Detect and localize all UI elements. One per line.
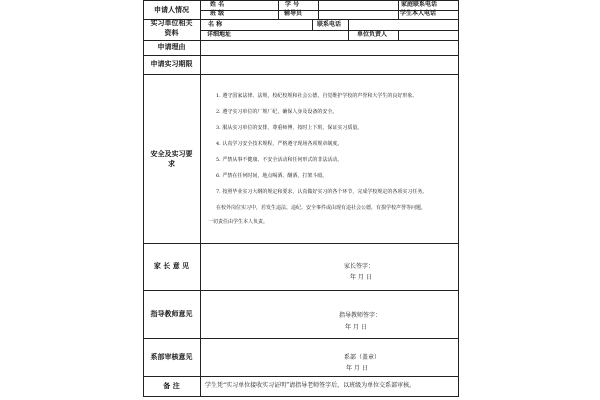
counselor-label: 辅导员 — [284, 10, 303, 17]
reason-label: 申请理由 — [157, 43, 186, 51]
line-col3-top — [318, 0, 319, 19]
safety-item: 6. 严禁在任何时间，地点喝酒、酗酒，打架斗殴。 — [216, 173, 328, 179]
teacher-date: 年 月 日 — [345, 324, 367, 331]
safety-item: 1. 遵守国家法律、法规，校纪校规和社会公德，自觉维护学校的声誉和大学生的良好形象。 — [216, 93, 418, 99]
safety-label-2: 求 — [168, 160, 175, 168]
teacher-opinion-label: 指导教师意见 — [150, 309, 193, 318]
name-label: 姓 名 — [210, 1, 225, 8]
student-phone-label: 学生本人电话 — [400, 10, 437, 17]
line-col2-top — [278, 0, 279, 19]
safety-label-1: 安全及实习要 — [150, 150, 193, 158]
parent-opinion-label: 家 长 意 见 — [153, 262, 190, 270]
safety-item: 4. 认真学习安全技术规程，严格遵守现场各项规章制度。 — [216, 141, 343, 147]
unit-name-label: 名 称 — [208, 21, 223, 28]
period-label: 申请实习期限 — [150, 60, 193, 68]
teacher-signature: 指导教师签字： — [339, 312, 382, 319]
safety-item: 2. 遵守实习单位的厂规厂纪，确保人身及设备的安全。 — [216, 109, 338, 115]
unit-address-label: 详细地址 — [207, 31, 232, 38]
line-col4-top — [398, 0, 399, 19]
safety-item: 3. 服从实习单位的安排，尊重师傅，按时上下班，保证实习质量。 — [216, 125, 363, 131]
unit-responsible-label: 单位负责人 — [357, 31, 388, 38]
parent-date: 年 月 日 — [350, 274, 372, 281]
line-col2-addr — [348, 30, 349, 40]
department-opinion-label: 系部审核意见 — [150, 352, 193, 361]
line-col3-addr — [398, 30, 399, 40]
parent-signature: 家长签字： — [344, 263, 375, 270]
safety-item: 7. 按照毕业实习大纲的规定和要求，认真做好实习的各个环节，完成学校规定的各项实习任务。 — [216, 189, 428, 195]
line-right — [458, 0, 459, 397]
line-row3 — [200, 30, 459, 31]
student-id-label: 学 号 — [285, 1, 300, 8]
line-col1 — [200, 0, 201, 397]
family-phone-label: 家庭联系电话 — [401, 1, 438, 8]
unit-phone-label: 联系电话 — [317, 21, 342, 28]
line-col3-mid — [348, 19, 349, 30]
department-date: 年 月 日 — [346, 365, 368, 372]
line-row6 — [143, 74, 459, 75]
remark-label: 备 注 — [163, 381, 180, 390]
unit-section-label-2: 资料 — [164, 29, 179, 37]
line-bottom — [143, 396, 459, 397]
department-seal: 系部（盖章） — [344, 354, 381, 361]
unit-section-label-1: 实习单位相关 — [150, 19, 193, 27]
class-label: 班 级 — [210, 10, 225, 17]
line-col2-mid — [312, 19, 313, 30]
safety-note-line-2: 一切责任由学生本人负责。 — [208, 219, 269, 225]
applicant-section-label: 申请人情况 — [154, 5, 189, 14]
safety-item: 5. 严禁从事不健康、不安全活动和任何形式的非法活动。 — [216, 157, 343, 163]
safety-note-line-1: 在校外岗位实习中，若发生违法、违纪、安全事件或由现有违社会公德，有损学校声誉等问题， — [216, 205, 427, 211]
remark-text: 学生凭“实习单位接收实习证明”请指导老师签字后，以班级为单位交系部审核。 — [205, 382, 416, 389]
